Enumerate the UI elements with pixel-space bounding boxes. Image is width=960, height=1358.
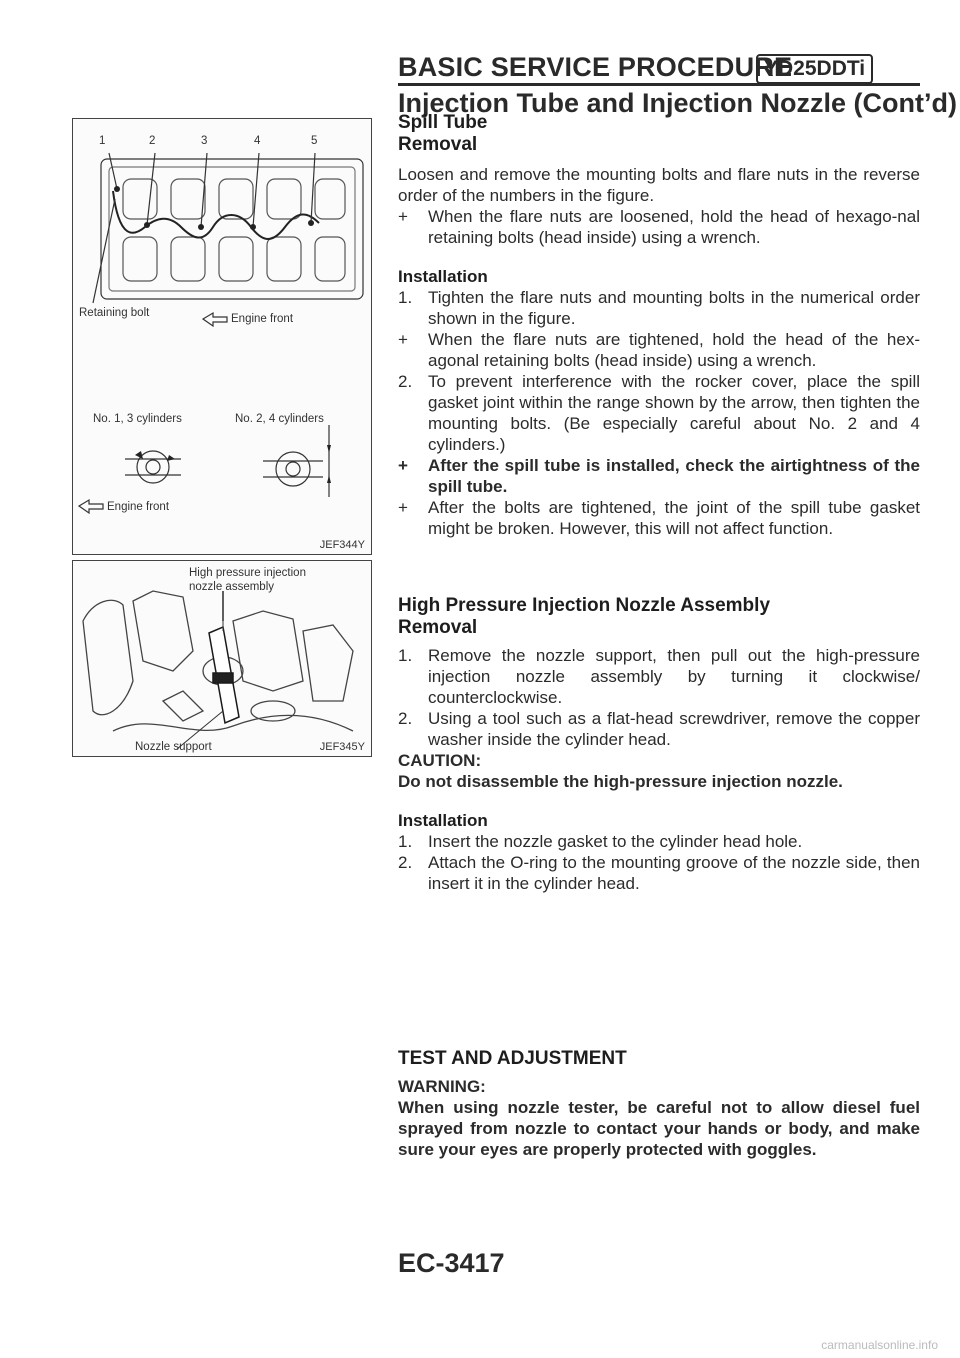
figure-spill-tube <box>72 118 372 555</box>
list-item <box>398 497 920 539</box>
list-item-text: Remove the nozzle support, then pull out the high-pressure injection nozzle assembly by turning it clockwise/ counterclockwise. <box>428 646 920 707</box>
list-item-text: Insert the nozzle gasket to the cylinder head hole. <box>428 832 803 851</box>
figure-code: JEF344Y <box>319 539 365 551</box>
list-mark: 2. <box>398 709 413 728</box>
list-item-text: When the flare nuts are tightened, hold the head of the hex-agonal retaining bolts (head inside) using a wrench. <box>428 330 920 370</box>
list-item-text: After the spill tube is installed, check the airtightness of the spill tube. <box>428 456 920 496</box>
list-mark: 2. <box>398 853 413 872</box>
list-item <box>398 329 920 371</box>
list-item <box>398 287 920 329</box>
list-item <box>398 206 920 248</box>
nozzle-assembly-title: High Pressure Injection Nozzle Assembly <box>398 595 771 616</box>
callout-1: 1 <box>99 135 106 147</box>
bullet-mark: + <box>398 330 408 349</box>
nozzle-installation-title: Installation <box>398 811 488 830</box>
spill-tube-diagram <box>73 119 372 555</box>
caution-label: CAUTION: <box>398 751 482 770</box>
list-item <box>398 708 920 750</box>
warning-text: When using nozzle tester, be careful not to allow diesel fuel sprayed from nozzle to contact your hands or body, and make sure your eyes are properly protected with goggles. <box>398 1098 920 1159</box>
list-item-airtightness <box>398 455 920 497</box>
bullet-mark: + <box>398 456 408 475</box>
spill-tube-removal-title: Removal <box>398 134 478 155</box>
label-cylinders-1-3: No. 1, 3 cylinders <box>93 413 182 425</box>
list-item-text: Using a tool such as a flat-head screwdriver, remove the copper washer inside the cylinder head. <box>428 709 920 749</box>
nozzle-removal-title: Removal <box>398 617 478 638</box>
label-nozzle-assembly: nozzle assembly <box>189 581 275 593</box>
list-mark: 2. <box>398 372 413 391</box>
watermark: carmanualsonline.info <box>821 1338 938 1352</box>
list-mark: 1. <box>398 832 413 851</box>
bullet-mark: + <box>398 207 408 226</box>
list-item-text: Attach the O-ring to the mounting groove of the nozzle side, then insert it in the cylinder head. <box>428 853 920 893</box>
bullet-mark: + <box>398 498 408 517</box>
list-item-text: When the flare nuts are loosened, hold the head of hexago-nal retaining bolts (head inside) using a wrench. <box>428 207 920 247</box>
spill-tube-removal-text: Loosen and remove the mounting bolts and flare nuts in the reverse order of the numbers in the figure. <box>398 165 920 205</box>
list-item <box>398 645 920 708</box>
main-content <box>398 112 920 1160</box>
list-item-text: After the bolts are tightened, the joint of the spill tube gasket might be broken. However, this will not affect function. <box>428 498 920 538</box>
spill-tube-installation-title: Installation <box>398 267 488 286</box>
label-cylinders-2-4: No. 2, 4 cylinders <box>235 413 324 425</box>
list-item <box>398 831 920 852</box>
callout-3: 3 <box>201 135 208 147</box>
list-mark: 1. <box>398 646 413 665</box>
label-retaining-bolt: Retaining bolt <box>79 307 150 319</box>
header-divider <box>398 83 920 86</box>
label-high-pressure-injection: High pressure injection <box>189 567 306 579</box>
page-number: EC-3417 <box>398 1248 505 1278</box>
figure-code: JEF345Y <box>319 741 365 753</box>
list-item-text: Tighten the flare nuts and mounting bolts in the numerical order shown in the figure. <box>428 288 920 328</box>
label-engine-front-top: Engine front <box>231 313 294 325</box>
caution-text: Do not disassemble the high-pressure injection nozzle. <box>398 772 843 791</box>
label-engine-front-bottom: Engine front <box>107 501 170 513</box>
list-item <box>398 852 920 894</box>
list-mark: 1. <box>398 288 413 307</box>
callout-4: 4 <box>254 135 261 147</box>
page-subtitle: Injection Tube and Injection Nozzle (Cont’d) <box>398 88 957 118</box>
list-item-text: To prevent interference with the rocker cover, place the spill gasket joint within the range shown by the arrow, then tighten the mounting bolts. (Be especially careful about No. 2 and 4 cylinders.) <box>428 372 920 454</box>
spill-tube-title: Spill Tube <box>398 112 488 133</box>
test-adjustment-title: TEST AND ADJUSTMENT <box>398 1048 627 1069</box>
callout-2: 2 <box>149 135 156 147</box>
list-item <box>398 371 920 455</box>
section-title: BASIC SERVICE PROCEDURE <box>398 52 793 82</box>
callout-5: 5 <box>311 135 318 147</box>
engine-code-badge: YD25DDTi <box>756 54 873 84</box>
figure-nozzle-assembly <box>72 560 372 757</box>
label-nozzle-support: Nozzle support <box>135 741 212 753</box>
warning-label: WARNING: <box>398 1077 486 1096</box>
